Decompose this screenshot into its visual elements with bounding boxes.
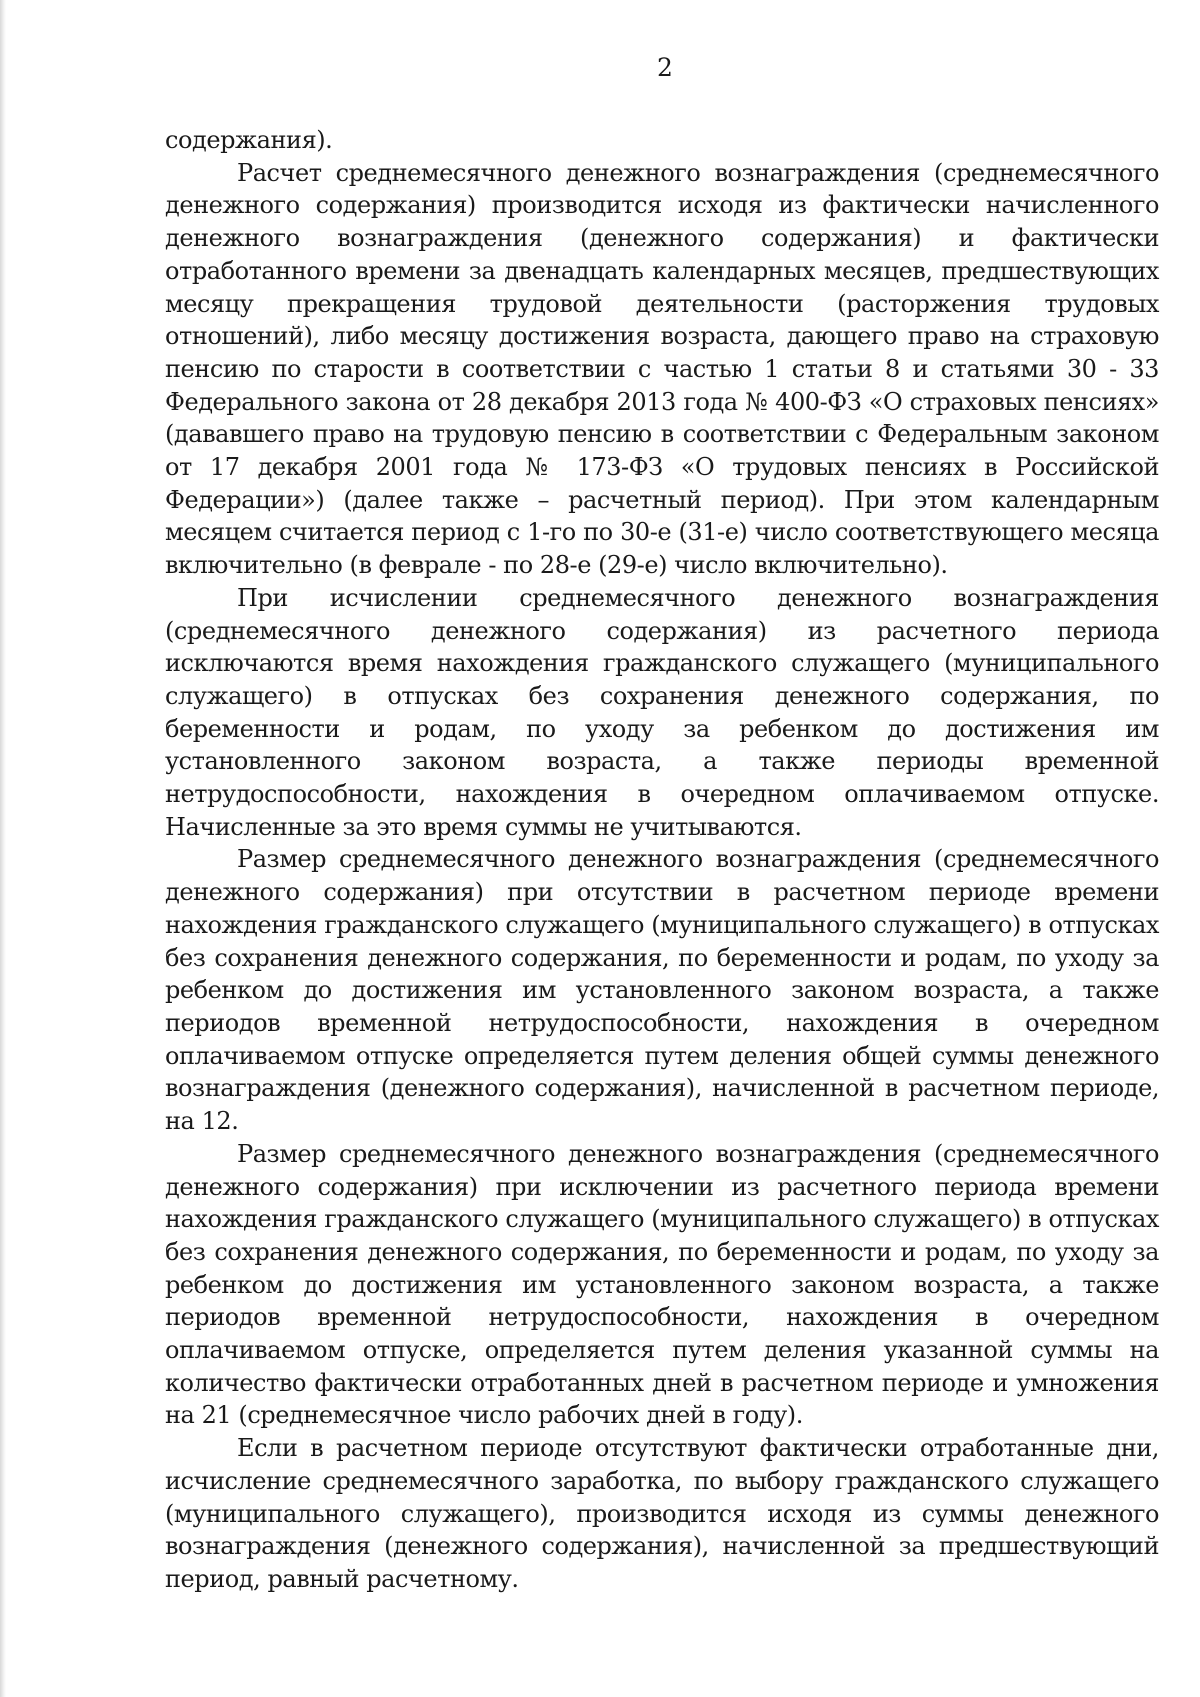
- paragraph-3: При исчислении среднемесячного денежного вознаграждения (среднемесячного денежного содержания) из расчетного периода исключаются время нахождения гражданского служащего (муниципального служащего) в отпусках без сохранения денежного содержания, по беременности и родам, по уходу за ребенком до достижения им установленного законом возраста, а также периоды временной нетрудоспособности, нахождения в очередном оплачиваемом отпуске. Начисленные за это время суммы не учитываются.: [165, 583, 1159, 841]
- paragraph-6: Если в расчетном периоде отсутствуют фактически отработанные дни, исчисление среднемесячного заработка, по выбору гражданского служащего (муниципального служащего), производится исходя из суммы денежного вознаграждения (денежного содержания), начисленной за предшествующий период, равный расчетному.: [165, 1434, 1159, 1593]
- document-body: [165, 124, 1159, 1596]
- scan-edge-shadow: [0, 0, 6, 1697]
- paragraph-1: содержания).: [165, 126, 333, 154]
- page-number: 2: [657, 53, 673, 82]
- paragraph-4: Размер среднемесячного денежного вознаграждения (среднемесячного денежного содержания) при отсутствии в расчетном периоде времени нахождения гражданского служащего (муниципального служащего) в отпусках без сохранения денежного содержания, по беременности и родам, по уходу за ребенком до достижения им установленного законом возраста, а также периодов временной нетрудоспособности, нахождения в очередном оплачиваемом отпуске определяется путем деления общей суммы денежного вознаграждения (денежного содержания), начисленной в расчетном периоде, на 12.: [165, 845, 1159, 1136]
- paragraph-5: Размер среднемесячного денежного вознаграждения (среднемесячного денежного содержания) при исключении из расчетного периода времени нахождения гражданского служащего (муниципального служащего) в отпусках без сохранения денежного содержания, по беременности и родам, по уходу за ребенком до достижения им установленного законом возраста, а также периодов временной нетрудоспособности, нахождения в очередном оплачиваемом отпуске, определяется путем деления указанной суммы на количество фактически отработанных дней в расчетном периоде и умножения на 21 (среднемесячное число рабочих дней в году).: [165, 1139, 1159, 1430]
- paragraph-2: Расчет среднемесячного денежного вознаграждения (среднемесячного денежного содержания) производится исходя из фактически начисленного денежного вознаграждения (денежного содержания) и фактически отработанного времени за двенадцать календарных месяцев, предшествующих месяцу прекращения трудовой деятельности (расторжения трудовых отношений), либо месяцу достижения возраста, дающего право на страховую пенсию по старости в соответствии с частью 1 статьи 8 и статьями 30 - 33 Федерального закона от 28 декабря 2013 года № 400-ФЗ «О страховых пенсиях» (дававшего право на трудовую пенсию в соответствии с Федеральным законом от 17 декабря 2001 года № 173-ФЗ «О трудовых пенсиях в Российской Федерации») (далее также – расчетный период). При этом календарным месяцем считается период с 1-го по 30-е (31-е) число соответствующего месяца включительно (в феврале - по 28-е (29-е) число включительно).: [165, 158, 1159, 580]
